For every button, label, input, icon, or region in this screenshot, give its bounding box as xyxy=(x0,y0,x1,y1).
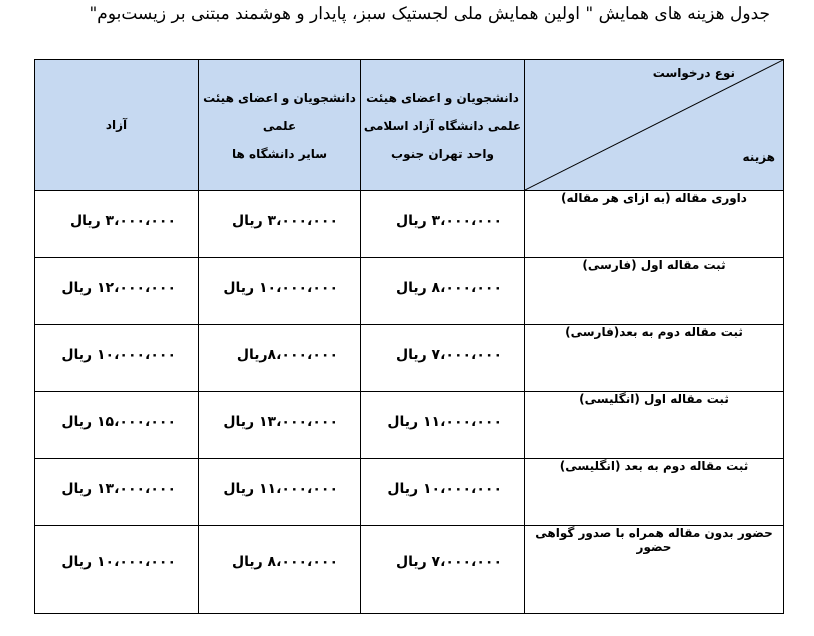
corner-header-cell xyxy=(525,60,784,191)
fee-cell-iau xyxy=(361,392,525,459)
column-header-other-line3: سایر دانشگاه ها xyxy=(231,147,327,161)
fee-amount: ۸،۰۰۰،۰۰۰ ریال xyxy=(395,280,502,296)
column-header-other-universities xyxy=(199,60,361,191)
column-header-other-line1: دانشجویان و اعضای هیئت xyxy=(203,91,356,105)
row-label: ثبت مقاله اول (فارسی) xyxy=(525,258,784,325)
fee-amount: ۱۰،۰۰۰،۰۰۰ ریال xyxy=(61,347,176,363)
corner-header-request-type: نوع درخواست xyxy=(652,66,735,80)
page-title: جدول هزینه های همایش " اولین همایش ملی لجستیک سبز، پایدار و هوشمند مبتنی بر زیست‌بوم" xyxy=(89,4,770,24)
fee-cell-free xyxy=(35,459,199,526)
fee-cell-other xyxy=(199,325,361,392)
fee-cell-free xyxy=(35,392,199,459)
table-row xyxy=(35,459,784,526)
fee-amount: ۱۳،۰۰۰،۰۰۰ ریال xyxy=(223,414,338,430)
fee-amount: ۳،۰۰۰،۰۰۰ ریال xyxy=(69,213,176,229)
fee-amount: ۱۱،۰۰۰،۰۰۰ ریال xyxy=(223,481,338,497)
fee-amount: ۳،۰۰۰،۰۰۰ ریال xyxy=(395,213,502,229)
fee-amount: ۱۵،۰۰۰،۰۰۰ ریال xyxy=(61,414,176,430)
fee-amount: ۸،۰۰۰،۰۰۰ریال xyxy=(236,347,338,363)
column-header-free: آزاد xyxy=(35,60,199,191)
column-header-iau-south-line1: دانشجویان و اعضای هیئت xyxy=(366,91,519,105)
fee-table xyxy=(34,59,784,614)
table-row xyxy=(35,191,784,258)
fee-cell-free xyxy=(35,325,199,392)
corner-header-cost: هزینه xyxy=(742,150,775,164)
table-row xyxy=(35,526,784,614)
table-row xyxy=(35,258,784,325)
table-row xyxy=(35,392,784,459)
fee-amount: ۱۳،۰۰۰،۰۰۰ ریال xyxy=(61,481,176,497)
column-header-other-line2: علمی xyxy=(262,119,297,133)
fee-cell-free xyxy=(35,526,199,614)
fee-cell-free xyxy=(35,258,199,325)
fee-amount: ۱۱،۰۰۰،۰۰۰ ریال xyxy=(387,414,502,430)
fee-cell-iau xyxy=(361,258,525,325)
column-header-iau-south xyxy=(361,60,525,191)
fee-amount: ۷،۰۰۰،۰۰۰ ریال xyxy=(395,554,502,570)
fee-cell-iau xyxy=(361,526,525,614)
fee-amount: ۷،۰۰۰،۰۰۰ ریال xyxy=(395,347,502,363)
fee-amount: ۱۲،۰۰۰،۰۰۰ ریال xyxy=(61,280,176,296)
fee-amount: ۳،۰۰۰،۰۰۰ ریال xyxy=(231,213,338,229)
row-label: ثبت مقاله اول (انگلیسی) xyxy=(525,392,784,459)
table-row xyxy=(35,325,784,392)
fee-cell-iau xyxy=(361,325,525,392)
fee-cell-other xyxy=(199,526,361,614)
fee-cell-free xyxy=(35,191,199,258)
column-header-iau-south-line3: واحد تهران جنوب xyxy=(391,147,494,161)
fee-cell-iau xyxy=(361,459,525,526)
fee-cell-other xyxy=(199,258,361,325)
fee-cell-other xyxy=(199,392,361,459)
row-label: داوری مقاله (به ازای هر مقاله) xyxy=(525,191,784,258)
fee-cell-iau xyxy=(361,191,525,258)
row-label: ثبت مقاله دوم به بعد(فارسی) xyxy=(525,325,784,392)
column-header-iau-south-line2: علمی دانشگاه آزاد اسلامی xyxy=(363,119,522,133)
fee-amount: ۸،۰۰۰،۰۰۰ ریال xyxy=(231,554,338,570)
fee-amount: ۱۰،۰۰۰،۰۰۰ ریال xyxy=(387,481,502,497)
fee-cell-other xyxy=(199,191,361,258)
fee-amount: ۱۰،۰۰۰،۰۰۰ ریال xyxy=(61,554,176,570)
row-label: ثبت مقاله دوم به بعد (انگلیسی) xyxy=(525,459,784,526)
fee-amount: ۱۰،۰۰۰،۰۰۰ ریال xyxy=(223,280,338,296)
row-label: حضور بدون مقاله همراه با صدور گواهی حضور xyxy=(525,526,784,614)
fee-cell-other xyxy=(199,459,361,526)
table-header-row xyxy=(35,60,784,191)
